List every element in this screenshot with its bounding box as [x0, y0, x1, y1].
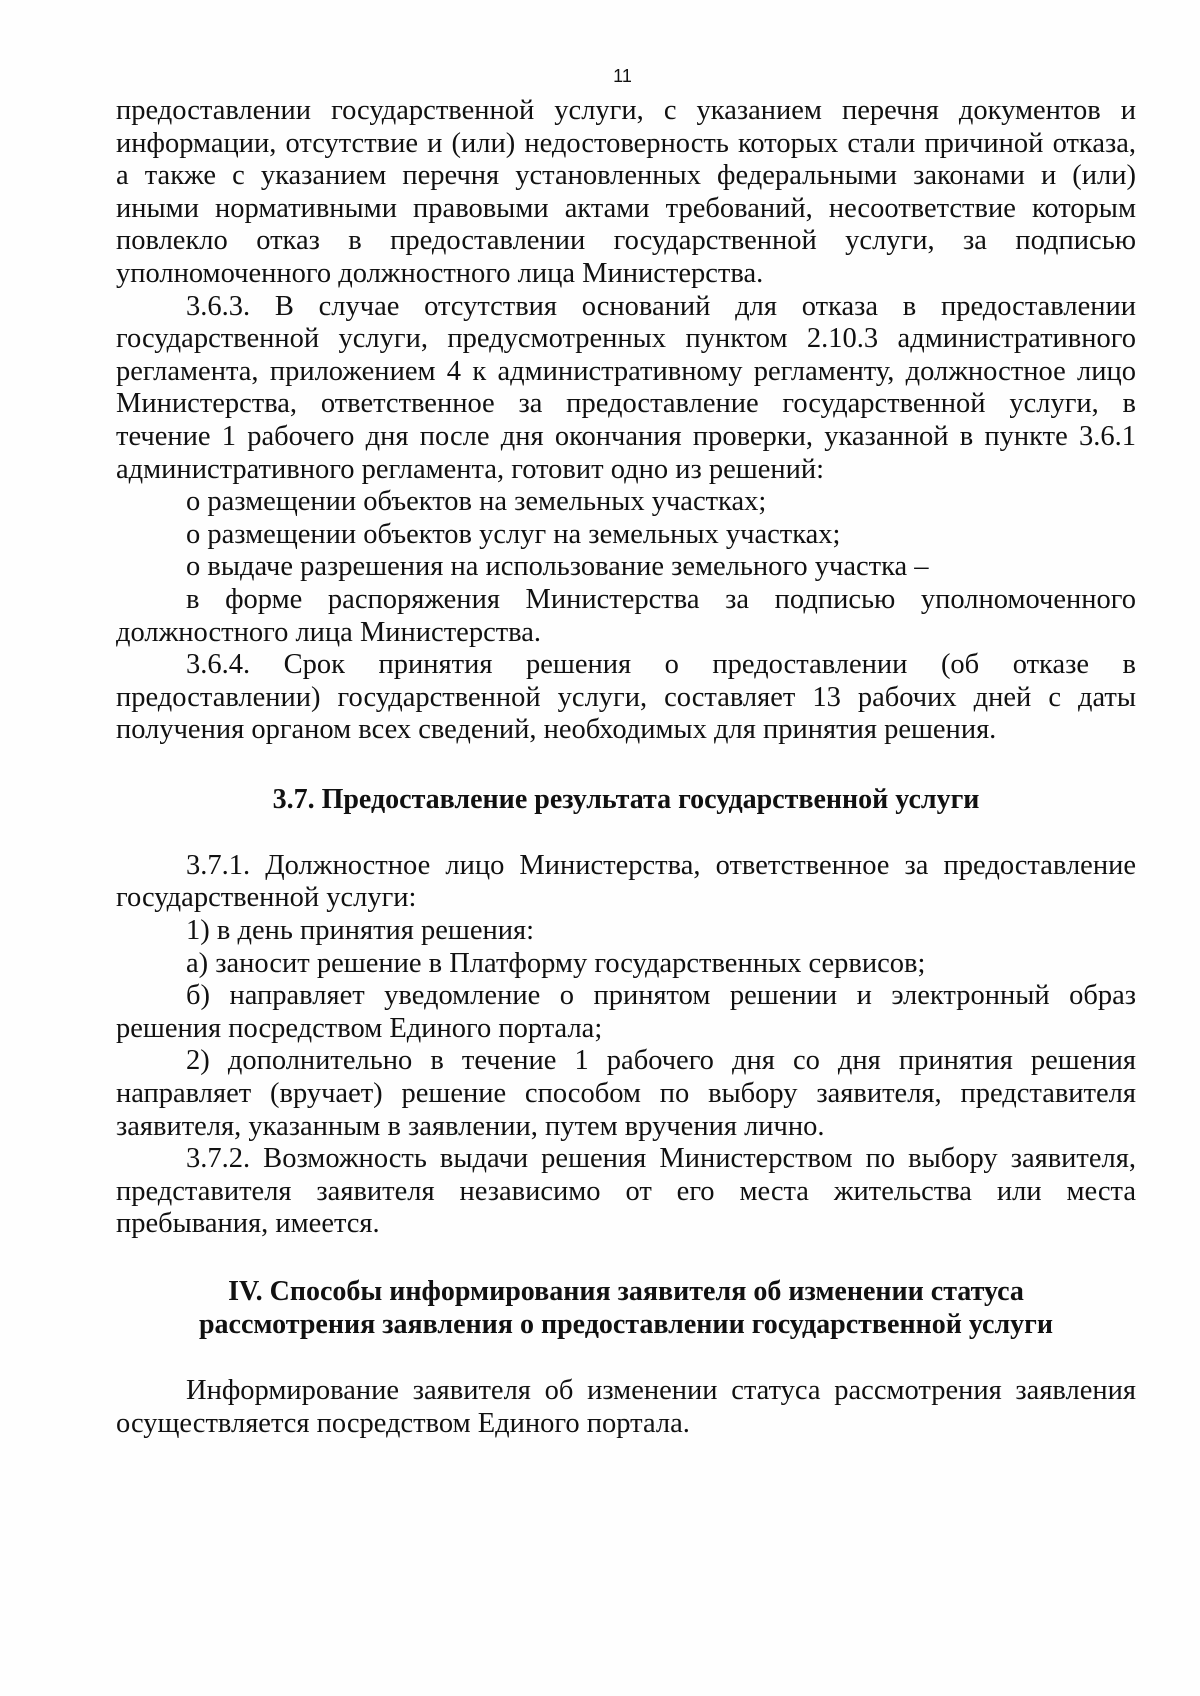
- paragraph: 3.6.4. Срок принятия решения о предоставлении (об отказе в предоставлении) государственной услуги, составляет 13 рабочих дней с даты получения органом всех сведений, необходимых для принятия решения.: [116, 649, 1136, 746]
- list-item: б) направляет уведомление о принятом решении и электронный образ решения посредством Единого портала;: [116, 980, 1136, 1044]
- paragraph: 3.7.1. Должностное лицо Министерства, ответственное за предоставление государственной услуги:: [116, 849, 1136, 914]
- section-heading-iv-line-2: рассмотрения заявления о предоставлении государственной услуги: [198, 1309, 1053, 1340]
- list-item: а) заносит решение в Платформу государственных сервисов;: [186, 947, 926, 979]
- paragraph: 3.7.2. Возможность выдачи решения Министерством по выбору заявителя, представителя заявителя независимо от его места жительства или места пребывания, имеется.: [116, 1143, 1136, 1240]
- section-heading-3-7: 3.7. Предоставление результата государственной услуги: [272, 783, 980, 815]
- section-heading-iv-line-1: IV. Способы информирования заявителя об изменении статуса: [228, 1276, 1024, 1307]
- section-heading-iv: [116, 1275, 1136, 1341]
- list-item: о размещении объектов услуг на земельных участках;: [186, 518, 841, 550]
- paragraph: 3.6.3. В случае отсутствия оснований для отказа в предоставлении государственной услуги, предусмотренных пунктом 2.10.3 административного регламента, приложением 4 к административному регламенту, должностное лицо Министерства, ответственное за предоставление государственной услуги, в течение 1 рабочего дня после дня окончания проверки, указанной в пункте 3.6.1 административного регламента, готовит одно из решений:: [116, 290, 1136, 485]
- paragraph: Информирование заявителя об изменении статуса рассмотрения заявления осуществляется посредством Единого портала.: [116, 1375, 1136, 1439]
- page-number: 11: [613, 66, 632, 86]
- paragraph: предоставлении государственной услуги, с указанием перечня документов и информации, отсутствие и (или) недостоверность которых стали причиной отказа, а также с указанием перечня установленных федеральными законами и (или) иными нормативными правовыми актами требований, несоответствие которым повлекло отказ в предоставлении государственной услуги, за подписью уполномоченного должностного лица Министерства.: [116, 95, 1136, 289]
- document-body: [116, 95, 1136, 1440]
- list-item: о выдаче разрешения на использование земельного участка –: [186, 551, 929, 583]
- list-item: 2) дополнительно в течение 1 рабочего дня со дня принятия решения направляет (вручает) решение способом по выбору заявителя, представителя заявителя, указанным в заявлении, путем вручения лично.: [116, 1045, 1136, 1142]
- list-item: 1) в день принятия решения:: [186, 915, 535, 947]
- list-item: о размещении объектов на земельных участках;: [186, 486, 767, 518]
- paragraph: в форме распоряжения Министерства за подписью уполномоченного должностного лица Министерства.: [116, 583, 1136, 648]
